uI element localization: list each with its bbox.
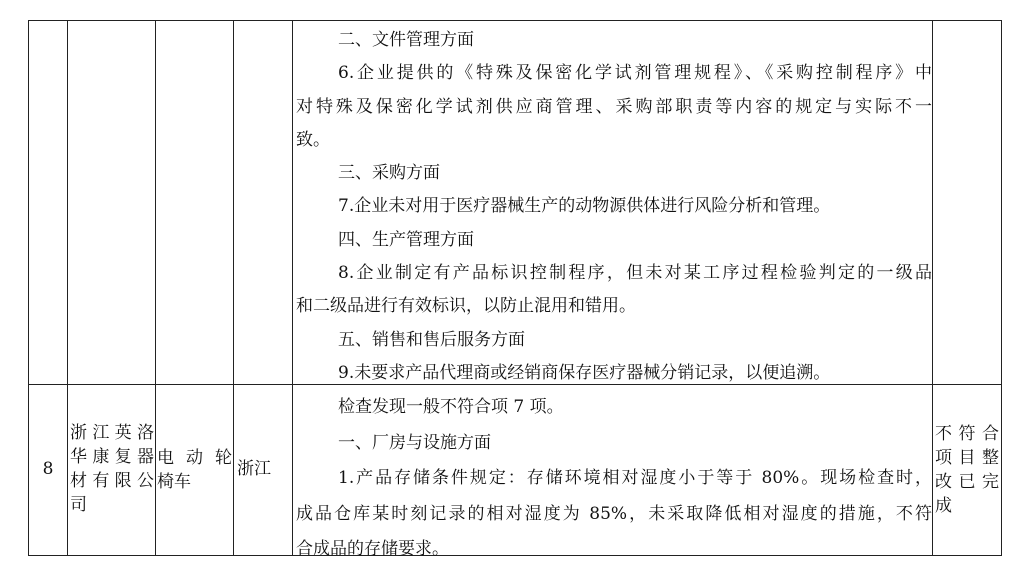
issue-text: 8.企业制定有产品标识控制程序，但未对某工序过程检验判定的一级品 xyxy=(338,263,932,284)
issue-text: 7.企业未对用于医疗器械生产的动物源供体进行风险分析和管理。 xyxy=(338,196,831,217)
company-name xyxy=(70,421,154,517)
company-name-line: 浙江英洛 xyxy=(70,423,154,443)
status-line: 不 符 合 xyxy=(935,424,999,444)
col-border-3 xyxy=(233,20,234,556)
row-number: 8 xyxy=(42,459,54,479)
issue-text: 对特殊及保密化学试剂供应商管理、采购部职责等内容的规定与实际不一 xyxy=(296,96,932,117)
issue-text: 6.企业提供的《特殊及保密化学试剂管理规程》、《采购控制程序》中 xyxy=(338,63,932,84)
col-border-2 xyxy=(155,20,156,556)
col-border-6 xyxy=(1001,20,1002,556)
issue-text: 1.产品存储条件规定：存储环境相对湿度小于等于 80%。现场检查时， xyxy=(338,468,932,488)
company-name-line: 司 xyxy=(70,495,87,515)
section-heading: 三、采购方面 xyxy=(338,163,440,184)
section-heading: 五、销售和售后服务方面 xyxy=(338,329,525,350)
table-top-border xyxy=(28,20,1002,21)
province: 浙江 xyxy=(237,459,271,479)
product-name-line: 电 动 轮 xyxy=(157,448,232,468)
prev-row-problems xyxy=(296,24,932,390)
company-name-line: 材有限公 xyxy=(70,471,154,491)
status-line: 项 目 整 xyxy=(935,448,999,468)
issue-text: 致。 xyxy=(296,129,330,150)
company-name-line: 华康复器 xyxy=(70,447,154,467)
row8-problems xyxy=(296,390,932,568)
status-line: 成 xyxy=(935,496,952,516)
issue-text: 合成品的存储要求。 xyxy=(296,539,449,559)
section-heading: 二、文件管理方面 xyxy=(338,30,474,50)
section-heading: 一、厂房与设施方面 xyxy=(338,432,491,453)
product-name xyxy=(157,446,232,494)
summary-text: 检查发现一般不符合项 7 项。 xyxy=(338,397,564,417)
col-border-5 xyxy=(932,20,933,556)
status-line: 改 已 完 xyxy=(935,472,999,492)
section-heading: 四、生产管理方面 xyxy=(338,229,474,250)
issue-text: 9.未要求产品代理商或经销商保存医疗器械分销记录，以便追溯。 xyxy=(338,362,831,383)
col-border-4 xyxy=(292,20,293,556)
rectification-status xyxy=(935,422,999,518)
issue-text: 成品仓库某时刻记录的相对湿度为 85%，未采取降低相对湿度的措施，不符 xyxy=(296,503,932,524)
product-name-line: 椅车 xyxy=(157,472,191,492)
issue-text: 和二级品进行有效标识，以防止混用和错用。 xyxy=(296,296,636,317)
